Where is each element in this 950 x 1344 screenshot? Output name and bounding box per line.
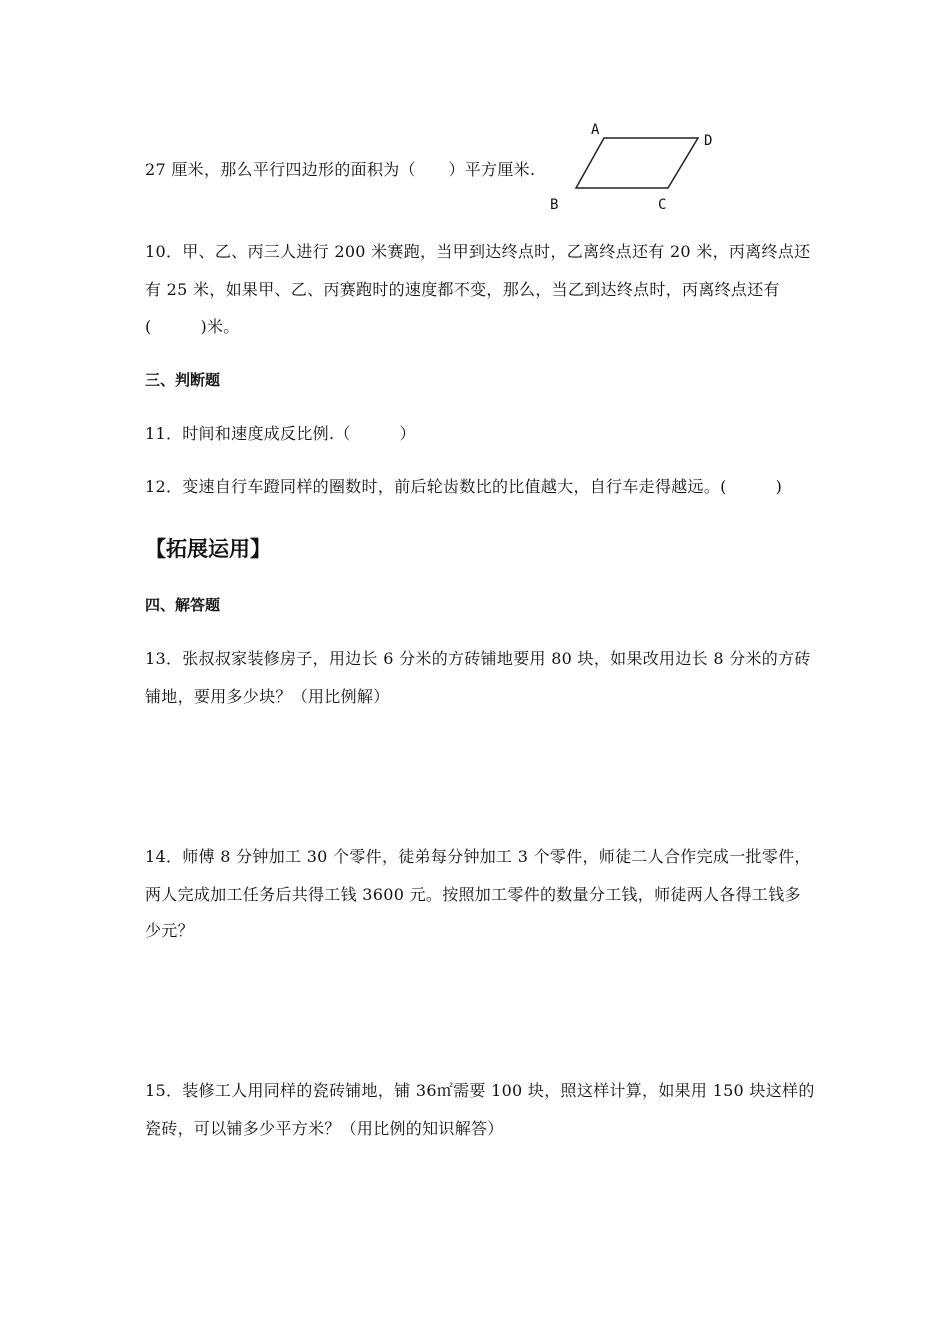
vertex-label-a: A <box>591 122 600 138</box>
parallelogram-shape <box>576 138 698 188</box>
q15-line2: 瓷砖，可以铺多少平方米？（用比例的知识解答） <box>145 1119 504 1138</box>
vertex-label-c: C <box>658 197 667 213</box>
section-3-heading: 三、判断题 <box>145 371 221 389</box>
q13-line2: 铺地，要用多少块？（用比例解） <box>145 687 390 706</box>
q14-line1: 14．师傅 8 分钟加工 30 个零件，徒弟每分钟加工 3 个零件，师徒二人合作完成一批零件， <box>145 847 811 866</box>
vertex-label-b: B <box>550 197 559 213</box>
vertex-label-d: D <box>704 133 713 149</box>
part-heading: 【拓展运用】 <box>145 537 271 561</box>
q14-line3: 少元？ <box>145 921 194 940</box>
q14-line2: 两人完成加工任务后共得工钱 3600 元。按照加工零件的数量分工钱，师徒两人各得工钱多 <box>145 885 801 904</box>
q10-line2: 有 25 米，如果甲、乙、丙赛跑时的速度都不变，那么，当乙到达终点时，丙离终点还有 <box>145 280 780 299</box>
q10-line3: ( )米。 <box>145 317 240 336</box>
q10-line1: 10．甲、乙、丙三人进行 200 米赛跑，当甲到达终点时，乙离终点还有 20 米，丙离终点还 <box>145 242 811 261</box>
q11-text: 11．时间和速度成反比例.（ ） <box>145 424 416 443</box>
q13-line1: 13．张叔叔家装修房子，用边长 6 分米的方砖铺地要用 80 块，如果改用边长 8 分米的方砖 <box>145 649 811 668</box>
q9-text: 27 厘米，那么平行四边形的面积为（ ）平方厘米. <box>145 160 536 179</box>
parallelogram-figure <box>540 118 730 218</box>
section-4-heading: 四、解答题 <box>145 596 221 614</box>
q15-line1: 15．装修工人用同样的瓷砖铺地，铺 36㎡需要 100 块，照这样计算，如果用 150 块这样的 <box>145 1081 815 1100</box>
q12-text: 12．变速自行车蹬同样的圈数时，前后轮齿数比的比值越大，自行车走得越远。( ) <box>145 477 783 496</box>
